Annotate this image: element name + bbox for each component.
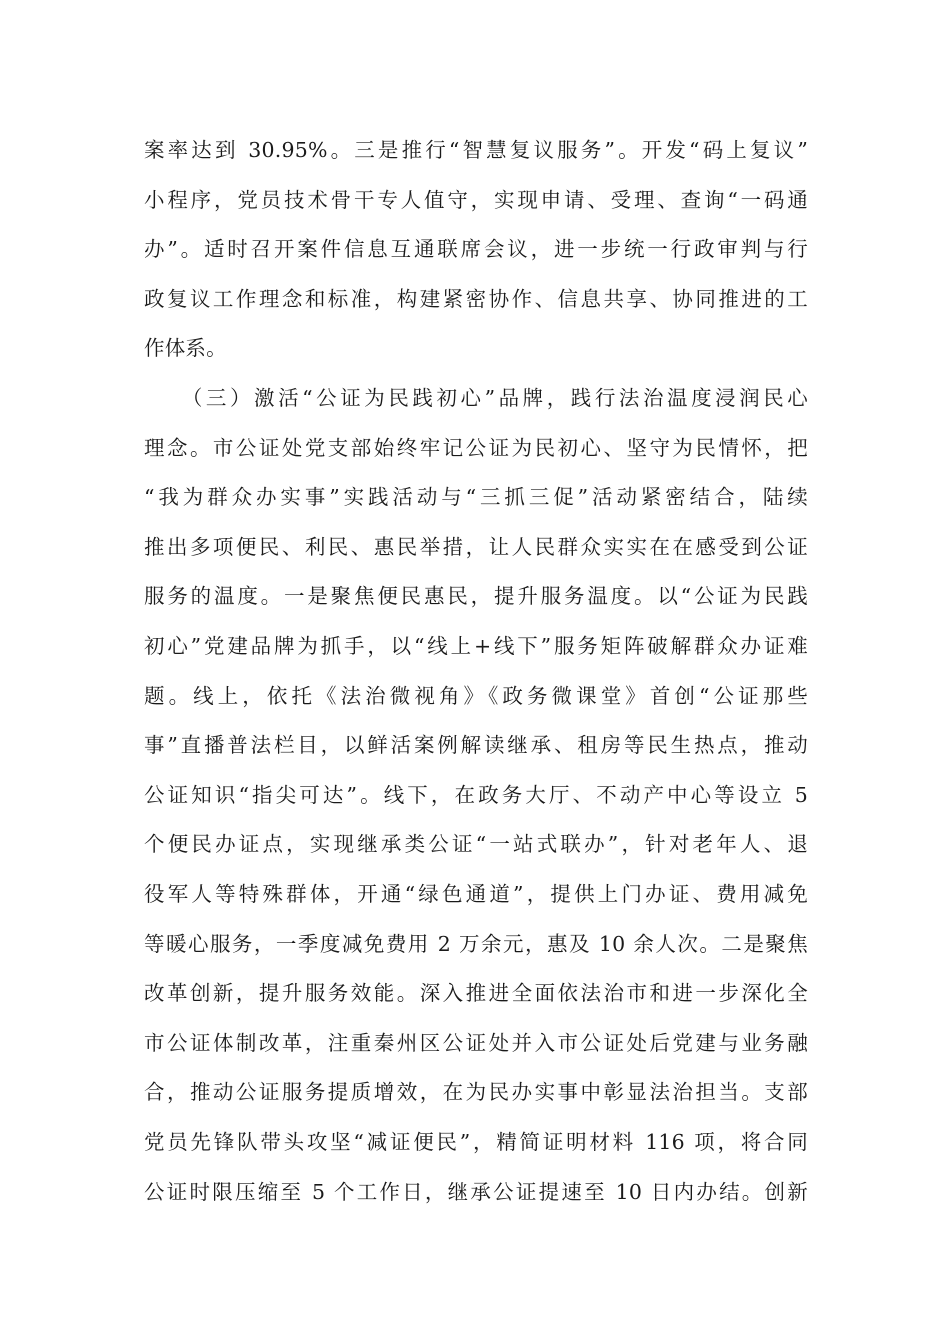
paragraph-line: 初心”党建品牌为抓手，以“线上+线下”服务矩阵破解群众办证难 <box>144 633 808 658</box>
paragraph-line: 作体系。 <box>144 336 227 361</box>
paragraph-line: 理念。市公证处党支部始终牢记公证为民初心、坚守为民情怀，把 <box>144 435 808 460</box>
paragraph-line: 党员先锋队带头攻坚“减证便民”，精简证明材料 116 项，将合同 <box>144 1129 808 1154</box>
paragraph-line: “我为群众办实事”实践活动与“三抓三促”活动紧密结合，陆续 <box>144 485 808 510</box>
paragraph-line: 个便民办证点，实现继承类公证“一站式联办”，针对老年人、退 <box>144 832 808 857</box>
paragraph-line: 案率达到 30.95%。三是推行“智慧复议服务”。开发“码上复议” <box>144 138 808 162</box>
paragraph-line: 公证知识“指尖可达”。线下，在政务大厅、不动产中心等设立 5 <box>144 782 808 807</box>
paragraph-line: 服务的温度。一是聚焦便民惠民，提升服务温度。以“公证为民践 <box>144 584 808 609</box>
paragraph-line: 推出多项便民、利民、惠民举措，让人民群众实实在在感受到公证 <box>144 534 808 559</box>
paragraph-line: 小程序，党员技术骨干专人值守，实现申请、受理、查询“一码通 <box>144 187 808 212</box>
paragraph-line: 役军人等特殊群体，开通“绿色通道”，提供上门办证、费用减免 <box>144 881 808 906</box>
paragraph-line: 办”。适时召开案件信息互通联席会议，进一步统一行政审判与行 <box>144 237 808 262</box>
paragraph-line: 合，推动公证服务提质增效，在为民办实事中彰显法治担当。支部 <box>144 1080 808 1105</box>
paragraph-line: 市公证体制改革，注重秦州区公证处并入市公证处后党建与业务融 <box>144 1030 808 1055</box>
paragraph-line: 公证时限压缩至 5 个工作日，继承公证提速至 10 日内办结。创新 <box>144 1179 808 1204</box>
paragraph-line: 题。线上，依托《法治微视角》《政务微课堂》首创“公证那些 <box>144 683 808 708</box>
paragraph-line: 政复议工作理念和标准，构建紧密协作、信息共享、协同推进的工 <box>144 286 808 311</box>
paragraph-line: 改革创新，提升服务效能。深入推进全面依法治市和进一步深化全 <box>144 981 808 1006</box>
section-heading-line: （三）激活“公证为民践初心”品牌，践行法治温度浸润民心 <box>144 386 808 410</box>
paragraph-line: 等暖心服务，一季度减免费用 2 万余元，惠及 10 余人次。二是聚焦 <box>144 931 808 956</box>
paragraph-1 <box>144 126 808 374</box>
paragraph-line: 事”直播普法栏目，以鲜活案例解读继承、租房等民生热点，推动 <box>144 733 808 758</box>
paragraph-2 <box>144 374 808 1217</box>
